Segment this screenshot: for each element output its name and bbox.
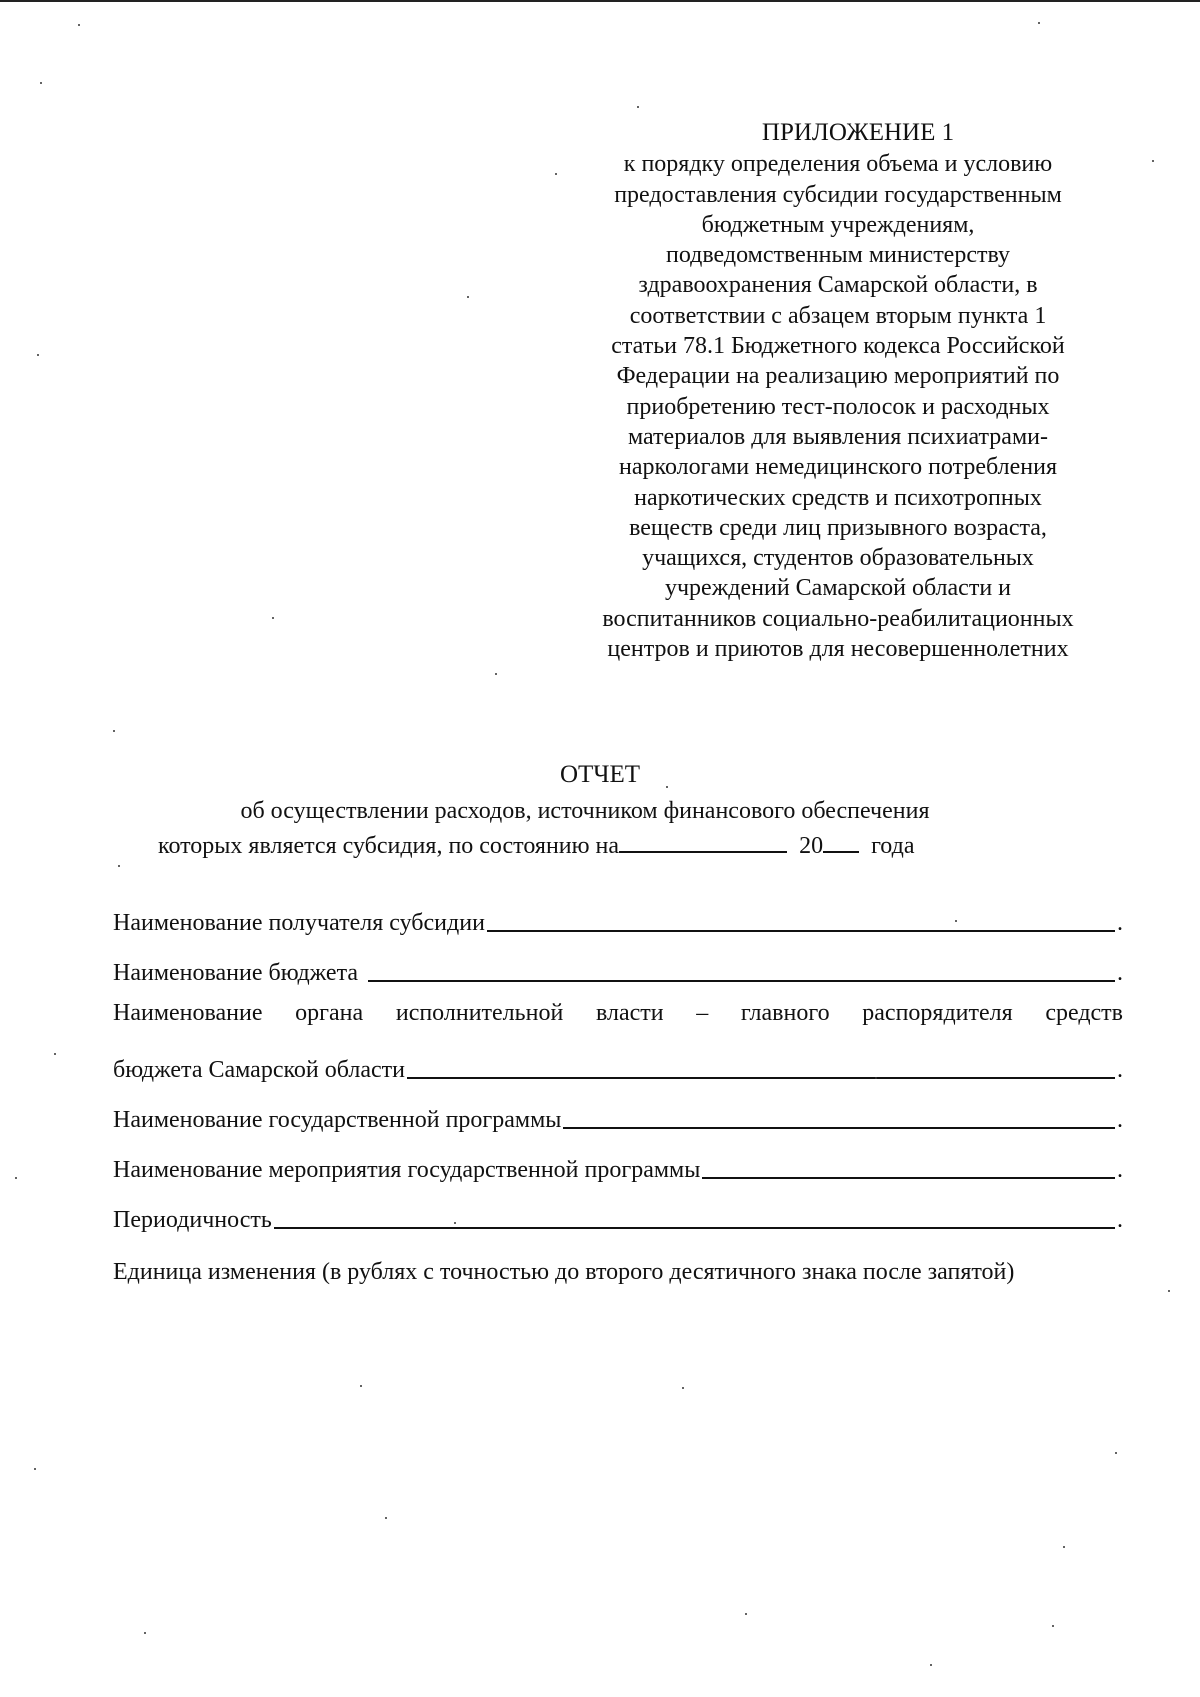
report-date-prefix: которых является субсидия, по состоянию на <box>158 833 620 859</box>
appendix-line: предоставления субсидии государственным <box>614 181 1062 208</box>
field-period: . <box>1117 1057 1123 1083</box>
date-blank[interactable] <box>619 829 787 853</box>
appendix-line: здравоохранения Самарской области, в <box>638 272 1038 299</box>
field-period: . <box>1117 1207 1123 1233</box>
scan-speck <box>113 730 115 732</box>
scan-speck <box>955 920 957 922</box>
appendix-block <box>548 118 1128 664</box>
scan-speck <box>272 617 274 619</box>
appendix-line: Федерации на реализацию мероприятий по <box>616 363 1060 390</box>
scan-speck <box>1038 22 1040 24</box>
scan-speck <box>454 1222 456 1224</box>
scan-speck <box>1063 1546 1065 1548</box>
appendix-line: бюджетным учреждениям, <box>701 211 975 238</box>
scan-speck <box>682 1387 684 1389</box>
scan-speck <box>385 1517 387 1519</box>
appendix-line: статьи 78.1 Бюджетного кодекса Российской <box>611 333 1065 360</box>
appendix-line: наркотических средств и психотропных <box>634 484 1042 511</box>
appendix-line: учреждений Самарской области и <box>664 575 1012 602</box>
scan-speck <box>15 1177 17 1179</box>
periodicity-label: Периодичность <box>113 1207 272 1233</box>
report-title: ОТЧЕТ <box>559 761 641 788</box>
appendix-line: учащихся, студентов образовательных <box>642 545 1034 572</box>
program-label: Наименование государственной программы <box>113 1107 562 1133</box>
budget-label: Наименование бюджета <box>113 960 359 986</box>
report-subtitle-line2 <box>158 829 1058 862</box>
authority-label-line2: бюджета Самарской области <box>113 1057 405 1083</box>
budget-field <box>113 956 1123 988</box>
recipient-label: Наименование получателя субсидии <box>113 910 485 936</box>
year-blank[interactable] <box>823 829 859 853</box>
appendix-line: центров и приютов для несовершеннолетних <box>607 636 1069 663</box>
scan-speck <box>1168 1290 1170 1292</box>
scan-speck <box>1115 1452 1117 1454</box>
scan-speck <box>37 354 39 356</box>
program-event-field <box>113 1153 1123 1185</box>
scan-speck <box>144 1632 146 1634</box>
scan-speck <box>118 865 120 867</box>
recipient-blank[interactable] <box>487 906 1115 932</box>
authority-field <box>113 1053 1123 1085</box>
appendix-title: ПРИЛОЖЕНИЕ 1 <box>761 119 955 146</box>
program-event-label: Наименование мероприятия государственной программы <box>113 1157 701 1183</box>
scan-speck <box>34 1468 36 1470</box>
appendix-line: наркологами немедицинского потребления <box>619 454 1057 481</box>
scan-speck <box>666 786 668 788</box>
recipient-field <box>113 906 1123 938</box>
budget-blank[interactable] <box>368 956 1115 982</box>
report-year-suffix: года <box>871 833 915 859</box>
field-period: . <box>1117 1107 1123 1133</box>
authority-label-line1: Наименование органа исполнительной власти – главного распорядителя средств <box>113 1000 1123 1026</box>
scan-speck <box>555 173 557 175</box>
scan-speck <box>1152 160 1154 162</box>
appendix-line: воспитанников социально-реабилитационных <box>602 605 1074 632</box>
periodicity-field <box>113 1203 1123 1235</box>
field-period: . <box>1117 1157 1123 1183</box>
scan-speck <box>40 82 42 84</box>
top-edge-rule <box>0 0 1200 2</box>
scan-speck <box>637 106 639 108</box>
appendix-line: соответствии с абзацем вторым пункта 1 <box>629 302 1047 329</box>
unit-description: Единица изменения (в рублях с точностью до второго десятичного знака после запятой) <box>113 1259 1015 1285</box>
field-period: . <box>1117 960 1123 986</box>
scan-speck <box>875 1077 877 1079</box>
scan-speck <box>495 673 497 675</box>
scan-speck <box>54 1053 56 1055</box>
field-period: . <box>1117 910 1123 936</box>
appendix-line: материалов для выявления психиатрами- <box>628 423 1048 450</box>
periodicity-blank[interactable] <box>274 1203 1115 1229</box>
appendix-line: приобретению тест-полосок и расходных <box>626 393 1050 420</box>
appendix-line: к порядку определения объема и условию <box>623 151 1053 178</box>
program-blank[interactable] <box>563 1103 1115 1129</box>
program-field <box>113 1103 1123 1135</box>
scan-speck <box>745 1613 747 1615</box>
appendix-line: веществ среди лиц призывного возраста, <box>629 514 1047 541</box>
program-event-blank[interactable] <box>702 1153 1115 1179</box>
appendix-line: подведомственным министерству <box>666 242 1010 269</box>
scan-speck <box>360 1385 362 1387</box>
authority-blank[interactable] <box>407 1053 1115 1079</box>
report-subtitle-line1: об осуществлении расходов, источником финансового обеспечения <box>240 798 930 824</box>
report-year-prefix: 20 <box>799 833 824 859</box>
scan-speck <box>78 24 80 26</box>
scan-speck <box>1052 1625 1054 1627</box>
scan-speck <box>930 1664 932 1666</box>
scan-speck <box>467 296 469 298</box>
